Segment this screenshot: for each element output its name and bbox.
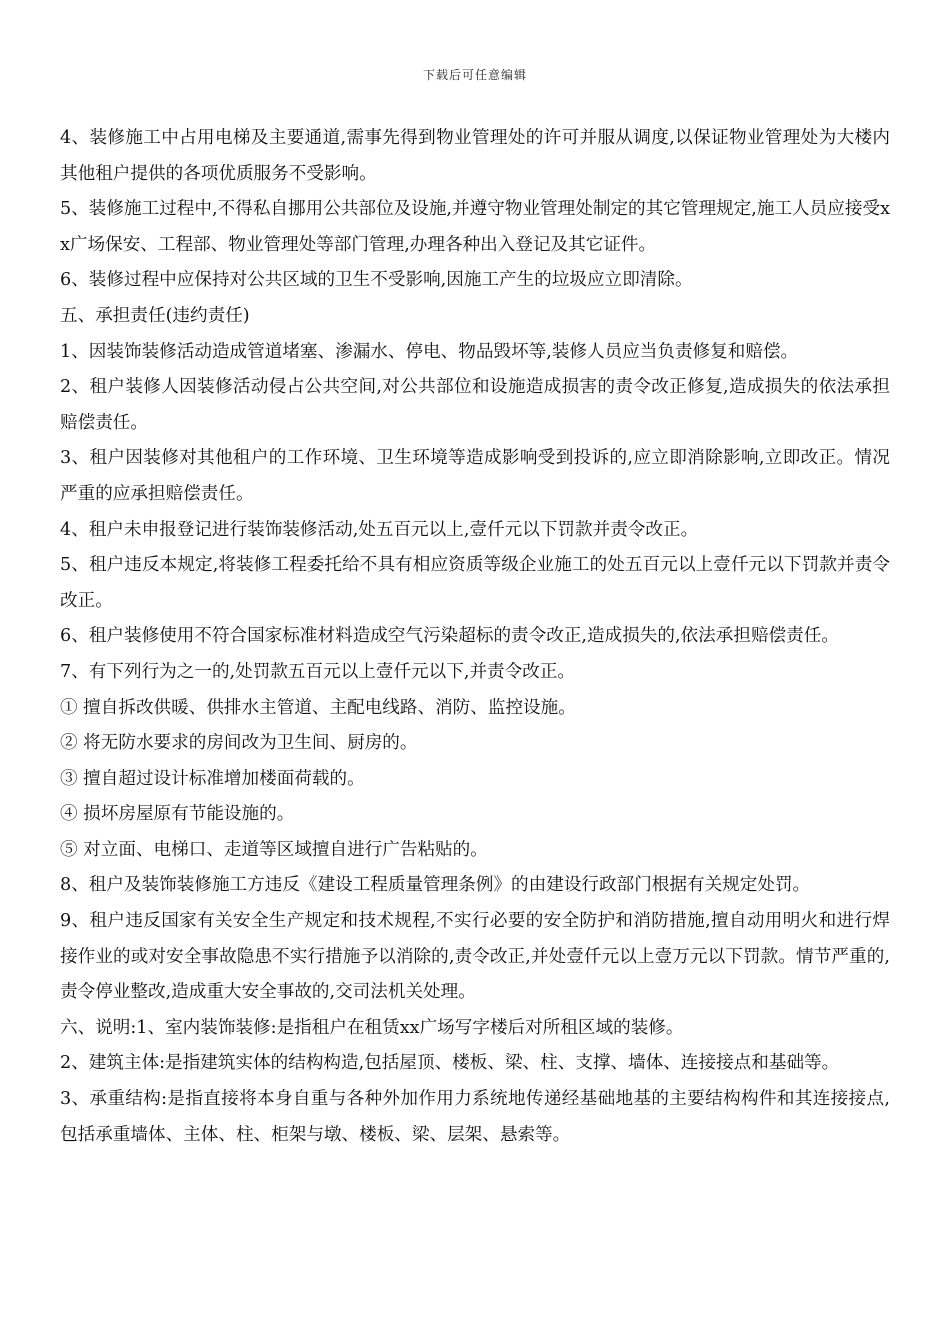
section-heading-liability: 五、承担责任(违约责任) <box>60 305 250 326</box>
list-item-circled-4: ④ 损坏房屋原有节能设施的。 <box>60 804 295 825</box>
header-note: 下载后可任意编辑 <box>422 68 527 82</box>
list-item-circled-2: ② 将无防水要求的房间改为卫生间、厨房的。 <box>60 733 418 754</box>
paragraph-liability-1: 1、因装饰装修活动造成管道堵塞、渗漏水、停电、物品毁坏等,装修人员应当负责修复和赔偿。 <box>60 341 799 362</box>
list-item-circled-3: ③ 擅自超过设计标准增加楼面荷载的。 <box>60 768 365 789</box>
paragraph-liability-2: 2、租户装修人因装修活动侵占公共空间,对公共部位和设施造成损害的责令改正修复,造成损失的依法承担赔偿责任。 <box>60 377 890 433</box>
document-body <box>60 121 890 1153</box>
paragraph-liability-8: 8、租户及装饰装修施工方违反《建设工程质量管理条例》的由建设行政部门根据有关规定处罚。 <box>60 875 811 896</box>
paragraph-liability-4: 4、租户未申报登记进行装饰装修活动,处五百元以上,壹仟元以下罚款并责令改正。 <box>60 519 699 540</box>
section-heading-definitions: 六、说明:1、室内装饰装修:是指租户在租赁xx广场写字楼后对所租区域的装修。 <box>60 1017 684 1038</box>
list-item-circled-5: ⑤ 对立面、电梯口、走道等区域擅自进行广告粘贴的。 <box>60 839 488 860</box>
paragraph-item-6-hygiene: 6、装修过程中应保持对公共区域的卫生不受影响,因施工产生的垃圾应立即清除。 <box>60 270 693 291</box>
paragraph-liability-3: 3、租户因装修对其他租户的工作环境、卫生环境等造成影响受到投诉的,应立即消除影响,立即改正。情况严重的应承担赔偿责任。 <box>60 448 890 504</box>
paragraph-liability-9: 9、租户违反国家有关安全生产规定和技术规程,不实行必要的安全防护和消防措施,擅自动用明火和进行焊接作业的或对安全事故隐患不实行措施予以消除的,责令改正,并处壹仟元以上壹万元以下罚款。情节严重的,责令停业整改,造成重大安全事故的,交司法机关处理。 <box>60 911 890 1003</box>
paragraph-liability-5: 5、租户违反本规定,将装修工程委托给不具有相应资质等级企业施工的处五百元以上壹仟元以下罚款并责令改正。 <box>60 555 890 611</box>
paragraph-definition-3: 3、承重结构:是指直接将本身自重与各种外加作用力系统地传递经基础地基的主要结构构件和其连接接点,包括承重墙体、主体、柱、柜架与墩、楼板、梁、层架、悬索等。 <box>60 1089 890 1145</box>
paragraph-liability-6: 6、租户装修使用不符合国家标准材料造成空气污染超标的责令改正,造成损失的,依法承担赔偿责任。 <box>60 626 839 647</box>
paragraph-item-5-public-facilities: 5、装修施工过程中,不得私自挪用公共部位及设施,并遵守物业管理处制定的其它管理规定,施工人员应接受xx广场保安、工程部、物业管理处等部门管理,办理各种出入登记及其它证件。 <box>60 199 890 255</box>
paragraph-definition-2: 2、建筑主体:是指建筑实体的结构构造,包括屋顶、楼板、梁、柱、支撑、墙体、连接接点和基础等。 <box>60 1053 840 1074</box>
list-item-circled-1: ① 擅自拆改供暖、供排水主管道、主配电线路、消防、监控设施。 <box>60 697 576 718</box>
paragraph-liability-7: 7、有下列行为之一的,处罚款五百元以上壹仟元以下,并责令改正。 <box>60 661 576 682</box>
paragraph-item-4-elevator: 4、装修施工中占用电梯及主要通道,需事先得到物业管理处的许可并服从调度,以保证物业管理处为大楼内其他租户提供的各项优质服务不受影响。 <box>60 128 890 184</box>
